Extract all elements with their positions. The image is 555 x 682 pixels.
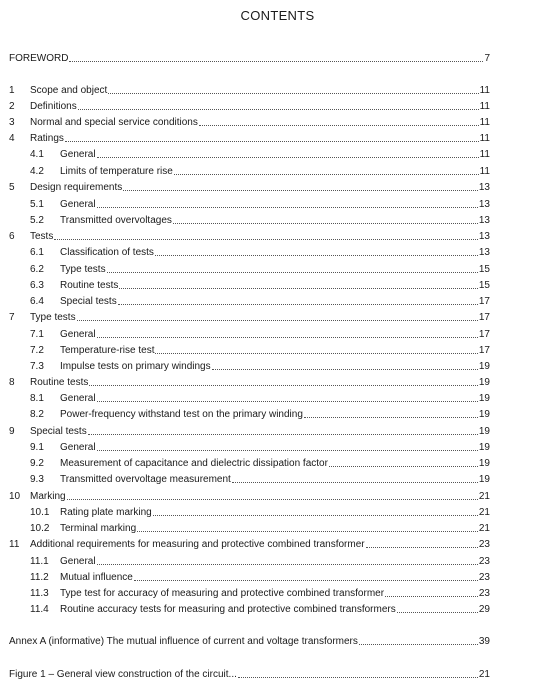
dot-leader [89,376,478,386]
toc-entry[interactable] [9,473,490,487]
toc-entry-number: 9 [9,426,15,437]
page-title: CONTENTS [240,8,315,23]
toc-entry[interactable] [9,165,490,179]
toc-entry-label: Type test for accuracy of measuring and protective combined transformer [60,588,385,599]
dot-leader [67,490,478,500]
dot-leader [118,295,478,305]
toc-entry-page: 13 [478,215,490,226]
toc-entry-number: 11 [9,539,20,550]
toc-entry-label: Ratings [30,133,64,144]
toc-entry[interactable] [9,132,490,146]
toc-entry-number: 11.1 [30,556,49,567]
toc-entry-page: 11 [479,149,490,160]
toc-entry-page: 21 [478,669,490,680]
toc-entry-page: 11 [479,166,490,177]
toc-entry-page: 21 [478,523,490,534]
toc-entry-label: Normal and special service conditions [30,117,198,128]
toc-entry-number: 4.1 [30,149,44,160]
dot-leader [97,392,478,402]
toc-entry-label: Rating plate marking [60,507,152,518]
toc-entry-number: 9.3 [30,474,44,485]
toc-entry-page: 19 [478,426,490,437]
toc-entry-number: 3 [9,117,15,128]
dot-leader [108,84,478,94]
toc-entry-page: 15 [478,264,490,275]
toc-entry-label: Design requirements [30,182,123,193]
toc-entry-label: Routine tests [60,280,119,291]
toc-entry[interactable] [9,635,490,649]
toc-entry[interactable] [9,457,490,471]
toc-entry-number: 10 [9,491,21,502]
dot-leader [97,198,478,208]
toc-entry-number: 6.3 [30,280,44,291]
toc-entry-page: 23 [478,539,490,550]
toc-entry-label: Definitions [30,101,77,112]
toc-entry-label: Terminal marking [60,523,137,534]
toc-entry-label: FOREWORD [9,53,69,64]
toc-entry[interactable] [9,441,490,455]
toc-entry[interactable] [9,214,490,228]
toc-entry-label: General [60,442,96,453]
toc-entry-label: Impulse tests on primary windings [60,361,211,372]
dot-leader [54,230,478,240]
dot-leader [123,181,478,191]
toc-entry[interactable] [9,668,490,682]
dot-leader [174,165,479,175]
toc-entry-page: 19 [478,442,490,453]
toc-entry[interactable] [9,116,490,130]
toc-entry-page: 17 [478,345,490,356]
toc-entry-number: 11.3 [30,588,49,599]
toc-entry-page: 19 [478,474,490,485]
dot-leader [65,132,479,142]
toc-entry-label: Transmitted overvoltages [60,215,172,226]
toc-entry-number: 9.2 [30,458,44,469]
toc-entry[interactable] [9,100,490,114]
dot-leader [78,100,479,110]
toc-entry[interactable] [9,603,490,617]
dot-leader [232,473,478,483]
toc-entry[interactable] [9,328,490,342]
toc-entry-label: Tests [30,231,54,242]
toc-entry-number: 6 [9,231,15,242]
dot-leader [77,311,478,321]
toc-entry-number: 9.1 [30,442,44,453]
toc-entry-label: General [60,149,96,160]
toc-entry-page: 11 [479,117,490,128]
toc-entry-page: 17 [478,329,490,340]
toc-entry-number: 7.3 [30,361,44,372]
toc-entry[interactable] [9,52,490,66]
toc-entry-label: Figure 1 – General view construction of the circuit... [9,669,237,680]
dot-leader [69,52,483,62]
dot-leader [238,668,478,678]
dot-leader [359,635,478,645]
dot-leader [88,425,478,435]
dot-leader [329,457,478,467]
toc-entry-number: 5.2 [30,215,44,226]
toc-entry-label: Mutual influence [60,572,133,583]
toc-entry[interactable] [9,230,490,244]
toc-entry-page: 21 [478,491,490,502]
toc-entry-number: 4.2 [30,166,44,177]
toc-entry-label: Marking [30,491,66,502]
toc-entry-number: 7.2 [30,345,44,356]
toc-entry-label: Classification of tests [60,247,154,258]
toc-entry-label: Routine tests [30,377,89,388]
toc-entry[interactable] [9,198,490,212]
dot-leader [137,522,478,532]
toc-entry-page: 13 [478,199,490,210]
toc-entry-page: 17 [478,312,490,323]
dot-leader [107,263,478,273]
toc-entry-page: 19 [478,393,490,404]
toc-entry[interactable] [9,425,490,439]
toc-entry-label: Limits of temperature rise [60,166,173,177]
toc-entry[interactable] [9,360,490,374]
dot-leader [97,555,478,565]
toc-entry[interactable] [9,408,490,422]
toc-entry-number: 11.2 [30,572,49,583]
toc-entry-label: Type tests [30,312,76,323]
toc-entry-label: Measurement of capacitance and dielectric dissipation factor [60,458,328,469]
toc-entry[interactable] [9,279,490,293]
toc-entry[interactable] [9,490,490,504]
toc-entry-number: 10.1 [30,507,50,518]
toc-entry[interactable] [9,84,490,98]
toc-entry-label: General [60,199,96,210]
toc-entry-label: Additional requirements for measuring and protective combined transformer [30,539,365,550]
dot-leader [397,603,478,613]
toc-entry-page: 39 [478,636,490,647]
toc-entry-label: General [60,556,96,567]
toc-entry[interactable] [9,311,490,325]
toc-entry-label: Temperature-rise test [60,345,155,356]
toc-entry[interactable] [9,506,490,520]
dot-leader [366,538,478,548]
dot-leader [199,116,479,126]
toc-entry-label: Special tests [30,426,87,437]
toc-entry-number: 4 [9,133,15,144]
toc-entry[interactable] [9,587,490,601]
toc-entry-label: General [60,329,96,340]
toc-entry[interactable] [9,148,490,162]
toc-entry-page: 19 [478,361,490,372]
toc-entry-label: Type tests [60,264,106,275]
dot-leader [385,587,478,597]
toc-entry-number: 10.2 [30,523,50,534]
dot-leader [119,279,478,289]
toc-entry-number: 5.1 [30,199,44,210]
dot-leader [155,246,478,256]
toc-entry[interactable] [9,538,490,552]
toc-entry-page: 19 [478,409,490,420]
dot-leader [155,344,477,354]
toc-entry[interactable] [9,295,490,309]
toc-entry[interactable] [9,376,490,390]
toc-entry-number: 8.1 [30,393,44,404]
toc-entry-number: 8.2 [30,409,44,420]
toc-entry-page: 23 [478,572,490,583]
dot-leader [304,408,478,418]
toc-entry-page: 13 [478,182,490,193]
toc-entry-page: 15 [478,280,490,291]
toc-entry-label: Annex A (informative) The mutual influence of current and voltage transformers [9,636,358,647]
dot-leader [173,214,478,224]
toc-entry-page: 21 [478,507,490,518]
toc-entry-number: 8 [9,377,15,388]
toc-entry[interactable] [9,571,490,585]
toc-entry[interactable] [9,344,490,358]
dot-leader [97,328,478,338]
toc-entry[interactable] [9,181,490,195]
toc-entry-label: Transmitted overvoltage measurement [60,474,231,485]
toc-entry[interactable] [9,555,490,569]
toc-entry-number: 6.1 [30,247,44,258]
toc-entry-number: 7.1 [30,329,44,340]
dot-leader [134,571,478,581]
toc-entry-page: 13 [478,231,490,242]
toc-entry[interactable] [9,522,490,536]
toc-entry-page: 11 [479,85,490,96]
toc-entry-page: 17 [478,296,490,307]
toc-entry-page: 23 [478,588,490,599]
toc-entry-label: General [60,393,96,404]
dot-leader [97,441,478,451]
toc-entry-page: 19 [478,377,490,388]
toc-entry[interactable] [9,263,490,277]
toc-entry-label: Scope and object [30,85,108,96]
toc-entry-page: 7 [484,53,490,64]
toc-entry-label: Power-frequency withstand test on the primary winding [60,409,303,420]
toc-entry-page: 19 [478,458,490,469]
toc-entry-number: 6.2 [30,264,44,275]
toc-entry-number: 7 [9,312,15,323]
toc-entry-number: 11.4 [30,604,49,615]
toc-entry-number: 2 [9,101,15,112]
toc-entry-number: 1 [9,85,15,96]
toc-entry-label: Routine accuracy tests for measuring and protective combined transformers [60,604,396,615]
toc-entry-page: 11 [479,101,490,112]
toc-entry-page: 29 [478,604,490,615]
dot-leader [212,360,478,370]
toc-entry[interactable] [9,392,490,406]
toc-entry-page: 11 [479,133,490,144]
toc-entry-page: 23 [478,556,490,567]
toc-entry[interactable] [9,246,490,260]
toc-entry-number: 6.4 [30,296,44,307]
toc-entry-number: 5 [9,182,15,193]
dot-leader [153,506,478,516]
toc-entry-label: Special tests [60,296,117,307]
toc-entry-page: 13 [478,247,490,258]
dot-leader [97,148,479,158]
